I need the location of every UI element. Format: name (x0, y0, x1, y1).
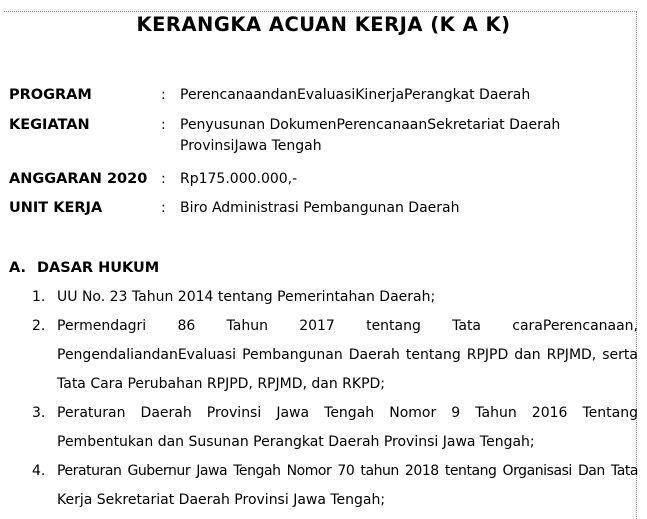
field-anggaran-value: Rp175.000.000,- (180, 171, 298, 187)
list-item-line: Peraturan Daerah Provinsi Jawa Tengah Nomor 9 Tahun 2016 Tentang (57, 405, 638, 421)
list-item-line: Peraturan Gubernur Jawa Tengah Nomor 70 tahun 2018 tentang Organisasi Dan Tata (57, 463, 638, 479)
field-anggaran-colon: : (161, 171, 166, 187)
list-item-number: 3. (32, 405, 46, 421)
document-title: KERANGKA ACUAN KERJA (K A K) (136, 13, 511, 36)
list-item-text (57, 283, 647, 312)
field-unit-kerja-label: UNIT KERJA (9, 200, 103, 216)
page-border-top (4, 11, 637, 12)
list-item-number: 1. (32, 289, 46, 305)
field-kegiatan-colon: : (161, 117, 166, 133)
list-item-line: PengendaliandanEvaluasi Pembangunan Daerah tentang RPJPD dan RPJMD, serta (57, 347, 638, 363)
field-program-label: PROGRAM (9, 87, 92, 103)
list-item-number: 2. (32, 318, 46, 334)
field-kegiatan-label: KEGIATAN (9, 117, 90, 133)
field-kegiatan-value-line1: Penyusunan DokumenPerencanaanSekretariat Daerah (180, 117, 561, 133)
list-item-line: Pembentukan dan Susunan Perangkat Daerah Provinsi Jawa Tengah; (57, 434, 535, 450)
field-kegiatan-value-line2: ProvinsiJawa Tengah (180, 138, 322, 154)
list-item-line: Tata Cara Perubahan RPJPD, RPJMD, dan RKPD; (57, 376, 386, 392)
field-unit-kerja-colon: : (161, 200, 166, 216)
field-kegiatan (9, 117, 634, 159)
section-title: DASAR HUKUM (37, 260, 160, 276)
field-program-colon: : (161, 87, 166, 103)
list-item-text (57, 457, 647, 515)
field-unit-kerja-value: Biro Administrasi Pembangunan Daerah (180, 200, 460, 216)
list-item-text (57, 399, 647, 457)
field-anggaran-label: ANGGARAN 2020 (9, 171, 148, 187)
section-letter: A. (9, 260, 26, 276)
list-item-line: Permendagri 86 Tahun 2017 tentang Tata caraPerencanaan, (57, 318, 638, 334)
field-program-value: PerencanaandanEvaluasiKinerjaPerangkat Daerah (180, 87, 531, 103)
list-item-number: 4. (32, 463, 46, 479)
list-item-line: UU No. 23 Tahun 2014 tentang Pemerintahan Daerah; (57, 289, 436, 305)
list-item-line: Kerja Sekretariat Daerah Provinsi Jawa Tengah; (57, 492, 386, 508)
list-item-text (57, 312, 647, 399)
